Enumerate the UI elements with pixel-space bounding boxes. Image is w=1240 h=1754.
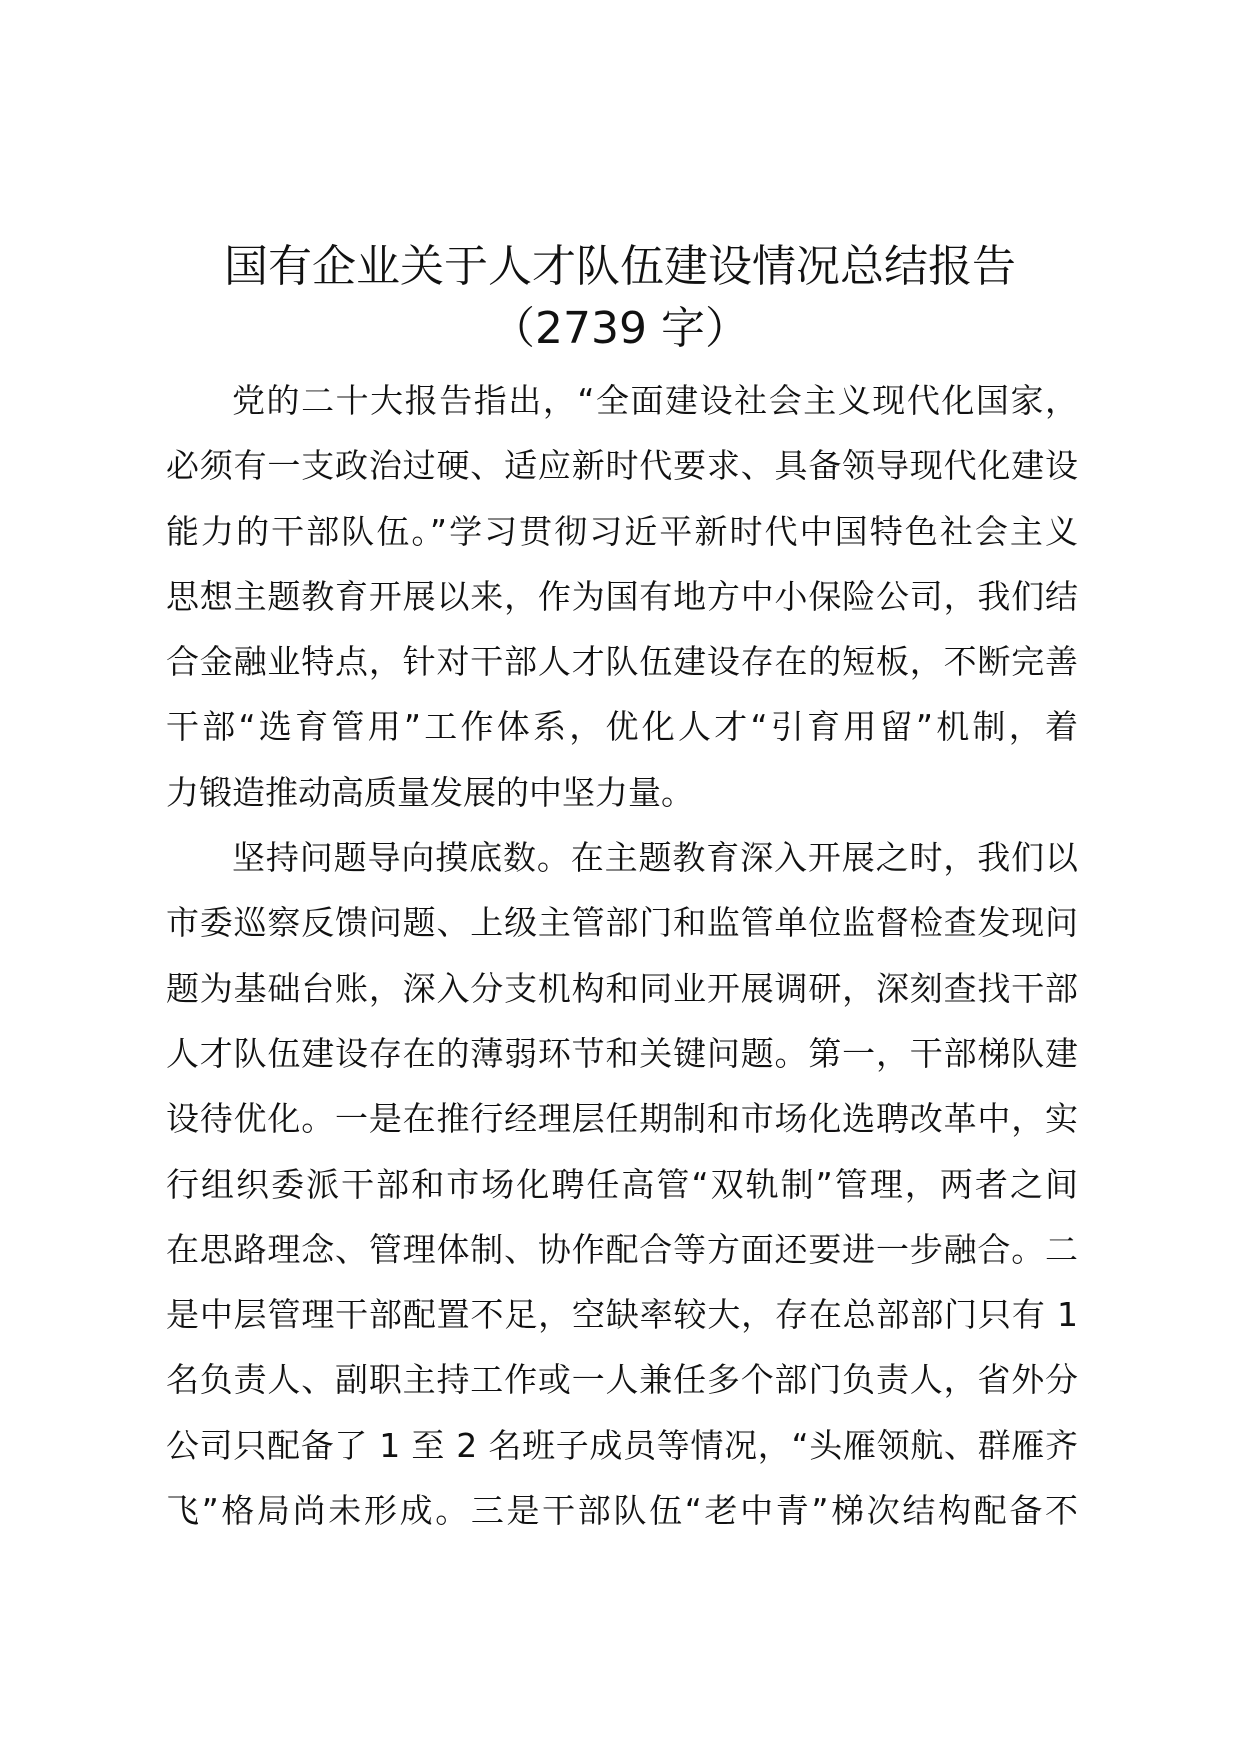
paragraph-line: 市委巡察反馈问题、上级主管部门和监管单位监督检查发现问 [166,903,1078,943]
paragraph-line: 干部“选育管用”工作体系，优化人才“引育用留”机制，着 [166,707,1078,747]
paragraph-line: 力锻造推动高质量发展的中坚力量。 [166,772,694,812]
paragraph-line: 名负责人、副职主持工作或一人兼任多个部门负责人，省外分 [166,1360,1078,1400]
paragraph-line: 行组织委派干部和市场化聘任高管“双轨制”管理，两者之间 [166,1164,1078,1204]
paragraph-line: 坚持问题导向摸底数。在主题教育深入开展之时，我们以 [232,838,1078,878]
paragraph-line: 设待优化。一是在推行经理层任期制和市场化选聘改革中，实 [166,1099,1078,1139]
paragraph-line: 是中层管理干部配置不足，空缺率较大，存在总部部门只有 1 [166,1295,1078,1335]
paragraph-line: 题为基础台账，深入分支机构和同业开展调研，深刻查找干部 [166,968,1078,1008]
paragraph-1 [166,368,1078,825]
paragraph-2 [166,825,1078,1543]
paragraph-line: 必须有一支政治过硬、适应新时代要求、具备领导现代化建设 [166,446,1078,486]
paragraph-line: 能力的干部队伍。”学习贯彻习近平新时代中国特色社会主义 [166,511,1078,551]
paragraph-line: 合金融业特点，针对干部人才队伍建设存在的短板，不断完善 [166,642,1078,682]
paragraph-line: 党的二十大报告指出，“全面建设社会主义现代化国家， [232,381,1078,420]
paragraph-line: 在思路理念、管理体制、协作配合等方面还要进一步融合。二 [166,1229,1078,1269]
paragraph-line: 飞”格局尚未形成。三是干部队伍“老中青”梯次结构配备不 [166,1491,1078,1531]
document-title [0,236,1240,360]
paragraph-line: 公司只配备了 1 至 2 名班子成员等情况，“头雁领航、群雁齐 [166,1425,1078,1465]
paragraph-line: 人才队伍建设存在的薄弱环节和关键问题。第一，干部梯队建 [166,1033,1078,1073]
title-main: 国有企业关于人才队伍建设情况总结报告 [224,241,1016,292]
title-word-count: （2739 字） [491,303,749,354]
document-body [166,368,1078,1543]
paragraph-line: 思想主题教育开展以来，作为国有地方中小保险公司，我们结 [166,576,1078,616]
